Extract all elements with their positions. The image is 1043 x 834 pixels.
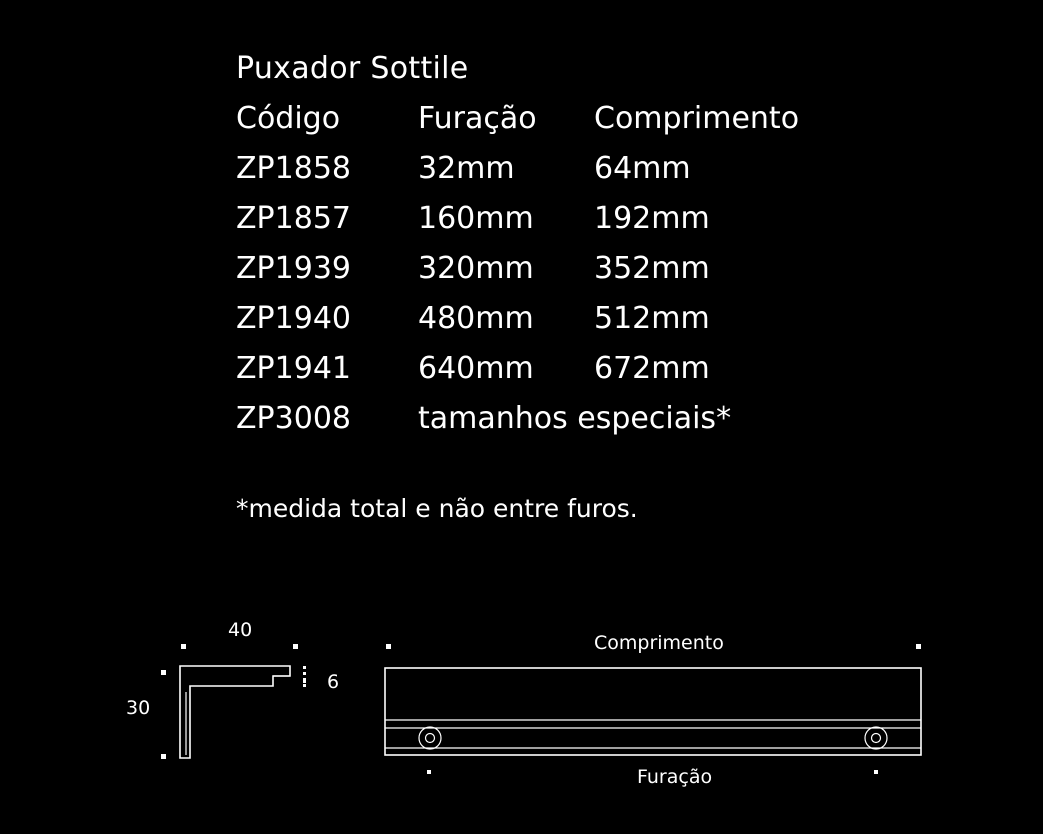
column-header-codigo: Código [236, 101, 341, 136]
cell-code: ZP1857 [236, 201, 351, 236]
table-row [236, 394, 894, 444]
dimension-tick [916, 644, 921, 649]
cell-length: 192mm [594, 201, 710, 236]
dimension-label-bore: Furação [637, 766, 713, 788]
cell-bore: 320mm [418, 251, 534, 286]
dimension-label-thickness: 6 [327, 671, 340, 693]
column-header-furacao: Furação [418, 101, 537, 136]
column-header-comprimento: Comprimento [594, 101, 800, 136]
dimension-tick [303, 680, 306, 686]
cell-length: 64mm [594, 151, 691, 186]
table-row [236, 244, 894, 294]
cell-bore: 640mm [418, 351, 534, 386]
cell-code: ZP1939 [236, 251, 351, 286]
cell-bore: 160mm [418, 201, 534, 236]
cell-bore: tamanhos especiais* [418, 401, 732, 436]
cell-bore: 32mm [418, 151, 515, 186]
cell-code: ZP1941 [236, 351, 351, 386]
table-row [236, 294, 894, 344]
dimension-tick [303, 666, 306, 690]
dimension-tick [293, 644, 298, 649]
page-title: Puxador Sottile [236, 51, 469, 86]
footnote: *medida total e não entre furos. [236, 494, 638, 523]
cell-code: ZP1858 [236, 151, 351, 186]
dimension-tick [161, 670, 166, 675]
cell-bore: 480mm [418, 301, 534, 336]
dimension-tick [161, 754, 166, 759]
table-row [236, 344, 894, 394]
dimension-label-length: Comprimento [594, 632, 724, 654]
dimension-label-height: 30 [126, 697, 151, 719]
cell-length: 512mm [594, 301, 710, 336]
cell-code: ZP3008 [236, 401, 351, 436]
technical-drawing [0, 600, 1043, 834]
table-row [236, 194, 894, 244]
spec-block [236, 44, 996, 444]
dimension-tick [427, 770, 431, 774]
cell-length: 352mm [594, 251, 710, 286]
dimension-tick [874, 770, 878, 774]
table-row [236, 144, 894, 194]
dimension-tick [181, 644, 186, 649]
spec-table [236, 94, 894, 444]
dimension-label-width: 40 [228, 619, 253, 641]
cell-code: ZP1940 [236, 301, 351, 336]
table-header-row [236, 94, 894, 144]
cell-length: 672mm [594, 351, 710, 386]
dimension-tick [386, 644, 391, 649]
